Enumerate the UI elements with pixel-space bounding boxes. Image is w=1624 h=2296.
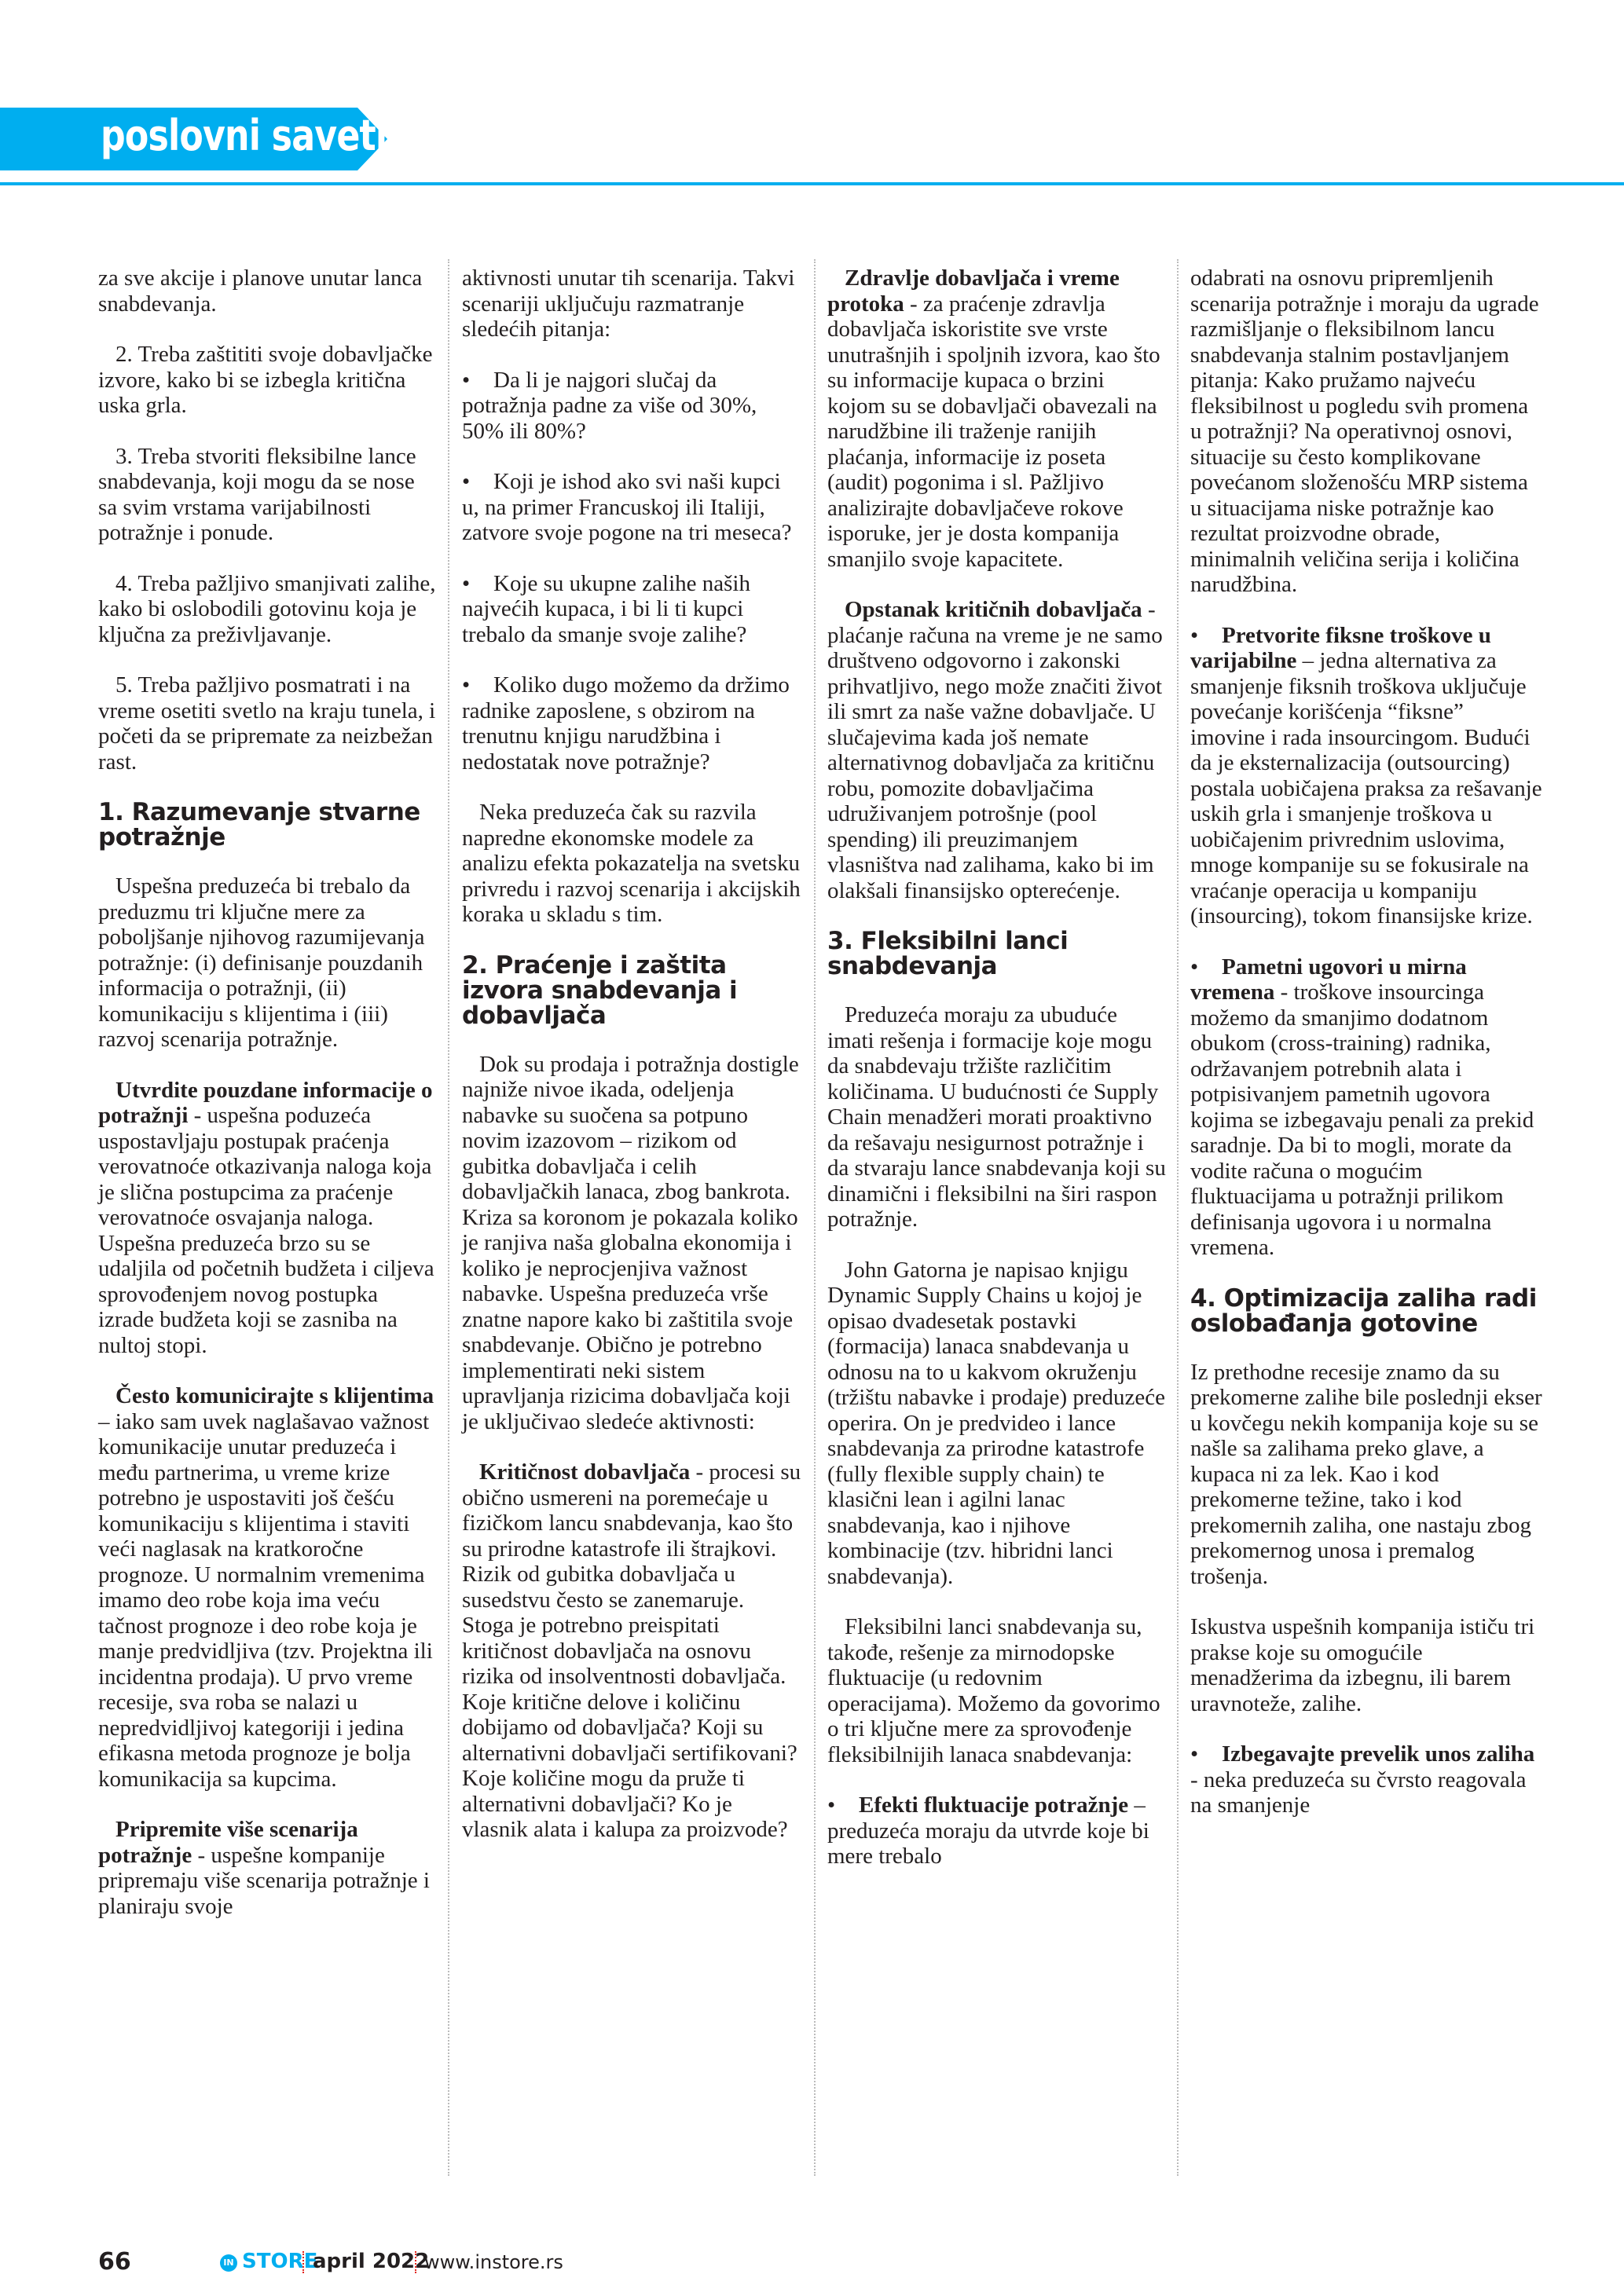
paragraph-text: – jedna alternativa za smanjenje fiksnih troškova uključuje povećanje korišćenja “fiksne” imovine i rada insourcingom. Budući da je eksternalizacija (outsourcing) postala uobičajena praksa za rešavanje uskih grla i smanjenje troškova u uobičajenim privrednim uslovima, mnoge kompanije su se fokusirale na vraćanje operacija u kompaniju (insourcing), tokom finansijske krize. [1190, 648, 1542, 928]
section-header-band [0, 108, 519, 170]
paragraph-text: - troškove insourcinga možemo da smanjimo dodatnom obukom (cross-training) radnika, održavanjem potrebnih alata i potpisivanjem pametnih ugovora kojima se izbegavaju penali za prekid saradnje. Da bi to mogli, morate da vodite računa o mogućim fluktuacijama u potražnji prilikom definisanja ugovora i u normalna vremena. [1190, 980, 1534, 1260]
paragraph [98, 265, 436, 317]
paragraph [98, 342, 436, 419]
bullet-item [462, 571, 801, 648]
article-column-4 [1190, 265, 1544, 1844]
paragraph [1190, 1614, 1544, 1716]
paragraph-text: Fleksibilni lanci snabdevanja su, takođe, rešenje za mirnodopske fluktuacije (u redovnim operacijama). Možemo da govorimo o tri ključne mere za sprovođenje fleksibilnijih lanaca snabdevanja: [827, 1614, 1160, 1767]
paragraph [1190, 265, 1544, 598]
paragraph-text: - procesi su obično usmereni na poremećaje u fizičkom lancu snabdevanja, kao što su prirodne katastrofe ili štrajkovi. Rizik od gubitka dobavljača u susedstvu često se zanemaruje. Stoga je potrebno preispitati kritičnost dobavljača na osnovu rizika od insolventnosti dobavljača. Koje kritične delove i količinu dobijamo od dobavljača? Koji su alternativni dobavljači sertifikovani? Koje količine mogu da pruže ti alternativni dobavljači? Ko je vlasnik alata i kalupa za proizvode? [462, 1459, 801, 1842]
paragraph-text: – iako sam uvek naglašavao važnost komunikacije unutar preduzeća i među partnerima, u vreme krize potrebno je uspostaviti još češću komunikaciju s klijentima i staviti veći naglasak na kratkoročne prognoze. U normalnim vremenima imamo deo robe koja ima veću tačnost prognoze i deo robe koja je manje predvidljiva (tzv. Projektna ili incidentna prodaja). U prvo vreme recesije, sva roba se nalazi u nepredvidljivoj kategoriji i jedina efikasna metoda prognoze je bolja komunikacija sa kupcima. [98, 1408, 433, 1792]
section-heading: 2. Praćenje i zaštita izvora snabdevanja i dobavljača [462, 950, 738, 1030]
paragraph-text: Koji je ishod ako svi naši kupci u, na primer Francuskoj ili Italiji, zatvore svoje pogone na tri meseca? [462, 469, 792, 545]
paragraph-text: John Gatorna je napisao knjigu Dynamic Supply Chains u kojoj je opisao dvadesetak postavki (formacija) lanaca snabdevanja u odnosu na to u kakvom okruženju (tržištu nabavke i prodaje) preduzeće operira. On je predvideo i lance snabdevanja za prirodne katastrofe (fully flexible supply chain) te klasični lean i agilni lanac snabdevanja, kao i njihove kombinacije (tzv. hibridni lanci snabdevanja). [827, 1257, 1165, 1589]
section-title: poslovni savetnik [101, 111, 434, 160]
column-divider [1177, 259, 1179, 2176]
paragraph [1190, 1360, 1544, 1590]
bullet-item [1190, 1741, 1544, 1818]
paragraph [98, 1817, 436, 1919]
paragraph-text: - neka preduzeća su čvrsto reagovala na smanjenje [1190, 1767, 1527, 1818]
header-rule [0, 182, 1624, 185]
paragraph [98, 1383, 436, 1792]
lead-in-bold: Efekti fluktuacije potražnje [859, 1792, 1129, 1818]
paragraph-text: - plaćanje računa na vreme je ne samo društveno odgovorno i zakonski prihvatljivo, nego može značiti život ili smrt za naše važne dobavljače. U slučajevima kada još nemate alternativnog dobavljača za kritičnu robu, pomozite dobavljačima udruživanjem potrošnje (pool spending) ili preuzimanjem vlasništva nad zalihama, kako bi im olakšali finansijsko opterećenje. [827, 597, 1163, 903]
paragraph-text: – preduzeća moraju da utvrde koje bi mere trebalo [827, 1792, 1149, 1869]
page-number: 66 [98, 2248, 131, 2276]
bullet-icon: • [462, 469, 471, 494]
paragraph-text: Da li je najgori slučaj da potražnja padne za više od 30%, 50% ili 80%? [462, 367, 757, 444]
paragraph [462, 265, 801, 342]
lead-in-bold: Pripremite više scenarija potražnje [98, 1817, 358, 1868]
bullet-item [1190, 954, 1544, 1261]
paragraph-text: 3. Treba stvoriti fleksibilne lance snabdevanja, koji mogu da se nose sa svim vrstama varijabilnosti potražnje i ponude. [98, 443, 416, 545]
bullet-icon: • [462, 367, 471, 393]
bullet-icon: • [827, 1792, 836, 1818]
lead-in-bold: Zdravlje dobavljača i vreme protoka [827, 265, 1120, 317]
section-heading: 1. Razumevanje stvarne potražnje [98, 798, 420, 851]
paragraph-text: Iskustva uspešnih kompanija ističu tri prakse koje su omogućile menadžerima da izbegnu, ili barem uravnoteže, zalihe. [1190, 1614, 1535, 1716]
paragraph-text: aktivnosti unutar tih scenarija. Takvi scenariji uključuju razmatranje sledećih pitanja: [462, 265, 795, 342]
lead-in-bold: Pretvorite fiksne troškove u varijabilne [1190, 622, 1491, 673]
paragraph [98, 672, 436, 774]
paragraph-text: Preduzeća moraju za ubuduće imati rešenja i formacije koje mogu da snabdevaju tržište različitim količinama. U budućnosti će Supply Chain menadžeri morati proaktivno da rešavaju nesigurnost potražnje i da stvaraju lance snabdevanja koji su dinamični i fleksibilni na širi raspon potražnje. [827, 1002, 1166, 1232]
paragraph-text: 2. Treba zaštititi svoje dobavljačke izvore, kako bi se izbegla kritična uska grla. [98, 342, 433, 418]
paragraph [98, 1078, 436, 1359]
paragraph [827, 1258, 1167, 1590]
issue-date: april 2022 [313, 2250, 430, 2273]
bullet-icon: • [1190, 622, 1199, 648]
footer-divider [415, 2251, 416, 2273]
paragraph [462, 800, 801, 928]
bullet-item [1190, 623, 1544, 929]
footer-divider [302, 2251, 304, 2273]
section-heading: 4. Optimizacija zaliha radi oslobađanja gotovine [1190, 1283, 1537, 1338]
column-divider [814, 259, 816, 2176]
paragraph-text: Neka preduzeća čak su razvila napredne ekonomske modele za analizu efekta pokazatelja na svetsku privredu i razvoj scenarija i akcijskih koraka u skladu s tim. [462, 800, 801, 927]
lead-in-bold: Kritičnost dobavljača [479, 1459, 691, 1485]
bullet-icon: • [462, 570, 471, 596]
page-footer [0, 2248, 707, 2280]
article-column-2 [462, 265, 801, 1868]
lead-in-bold: Utvrdite pouzdane informacije o potražnji [98, 1077, 433, 1128]
article-column-3 [827, 265, 1167, 1895]
paragraph-text: odabrati na osnovu pripremljenih scenarija potražnje i moraju da ugrade razmišljanje o fleksibilnom lancu snabdevanja stalnim postavljanjem pitanja: Kako pružamo najveću fleksibilnost u pogledu svih promena u potražnji? Na operativnoj osnovi, situacije su često komplikovane povećanom složenošću MRP sistema u situacijama niske potražnje kao rezultat proizvodne obrade, minimalnih veličina serija i količina narudžbina. [1190, 265, 1539, 597]
bullet-icon: • [1190, 954, 1199, 980]
paragraph-text: Koliko dugo možemo da držimo radnike zaposlene, s obzirom na trenutnu knjigu narudžbina i nedostatak nove potražnje? [462, 672, 790, 774]
paragraph [827, 597, 1167, 903]
paragraph-text: - uspešna poduzeća uspostavljaju postupak praćenja verovatnoće otkazivanja naloga koja je slična postupcima za praćenje verovatnoće osvajanja naloga. Uspešna preduzeća brzo su se udaljila od početnih budžeta i ciljeva sprovođenjem novog postupka izrade budžeta koji se zasniba na nultoj stopi. [98, 1103, 434, 1358]
paragraph [98, 444, 436, 546]
bullet-item [462, 368, 801, 445]
paragraph [462, 1459, 801, 1843]
bullet-icon: • [462, 672, 471, 698]
paragraph [827, 1002, 1167, 1232]
paragraph-text: - uspešne kompanije pripremaju više scenarija potražnje i planiraju svoje [98, 1842, 430, 1919]
paragraph-text: Uspešna preduzeća bi trebalo da preduzmu tri ključne mere za poboljšanje njihovog razumijevanja potražnje: (i) definisanje pouzdanih informacija o potražnji, (ii) komunikaciju s klijentima i (iii) razvoj scenarija potražnje. [98, 873, 425, 1052]
paragraph [98, 873, 436, 1053]
article-column-1 [98, 265, 436, 1944]
lead-in-bold: Često komunicirajte s klijentima [115, 1383, 434, 1408]
bullet-icon: • [1190, 1741, 1199, 1767]
paragraph [827, 265, 1167, 572]
paragraph [98, 571, 436, 648]
paragraph-text: 4. Treba pažljivo smanjivati zalihe, kako bi oslobodili gotovinu koja je ključna za preživljavanje. [98, 570, 436, 647]
lead-in-bold: Opstanak kritičnih dobavljača [845, 597, 1142, 622]
paragraph-text: Koje su ukupne zalihe naših najvećih kupaca, i bi li ti kupci trebalo da smanje svoje zalihe? [462, 570, 750, 647]
paragraph-text: - za praćenje zdravlja dobavljača iskoristite sve vrste unutrašnjih i spoljnih izvora, kao što su informacije kupaca o brzini kojom su se dobavljači obavezali na narudžbine ili traženje ranijih plaćanja, informacije iz poseta (audit) pogonima i sl. Pažljivo analizirajte dobavljačeve rokove isporuke, jer je dosta kompanija smanjilo svoje kapacitete. [827, 291, 1160, 572]
bullet-item [462, 469, 801, 546]
paragraph-text: 5. Treba pažljivo posmatrati i na vreme osetiti svetlo na kraju tunela, i početi da se pripremate za neizbežan rast. [98, 672, 436, 774]
bullet-item [827, 1792, 1167, 1869]
paragraph-text: Iz prethodne recesije znamo da su prekomerne zalihe bile poslednji ekser u kovčegu nekih kompanija koje su se našle sa zalihama preko glave, a kupaca ni za lek. Kao i kod prekomerne težine, tako i kod prekomernih zaliha, one nastaju zbog prekomernog unosa i premalog trošenja. [1190, 1359, 1542, 1589]
in-badge-icon: IN [220, 2254, 237, 2272]
paragraph [827, 1614, 1167, 1767]
lead-in-bold: Pametni ugovori u mirna vremena [1190, 954, 1467, 1005]
section-heading: 3. Fleksibilni lanci snabdevanja [827, 927, 1069, 980]
paragraph-text: za sve akcije i planove unutar lanca snabdevanja. [98, 265, 423, 317]
website-link[interactable]: www.instore.rs [424, 2251, 563, 2273]
lead-in-bold: Izbegavajte prevelik unos zaliha [1222, 1741, 1535, 1767]
bullet-item [462, 672, 801, 774]
paragraph-text: Dok su prodaja i potražnja dostigle najniže nivoe ikada, odeljenja nabavke su suočena sa potpuno novim izazovom – rizikom od gubitka dobavljača i celih dobavljačkih lanaca, zbog bankrota. Kriza sa koronom je pokazala koliko je ranjiva naša globalna ekonomija i koliko je neprocjenjiva važnost nabavke. Uspešna preduzeća vrše znatne napore kako bi zaštitila svoje snabdevanje. Obično je potrebno implementirati neki sistem upravljanja rizicima dobavljača koji je uključivao sledeće aktivnosti: [462, 1051, 799, 1434]
column-divider [448, 259, 449, 2176]
paragraph [462, 1052, 801, 1435]
logo-text: STORE [242, 2250, 318, 2273]
